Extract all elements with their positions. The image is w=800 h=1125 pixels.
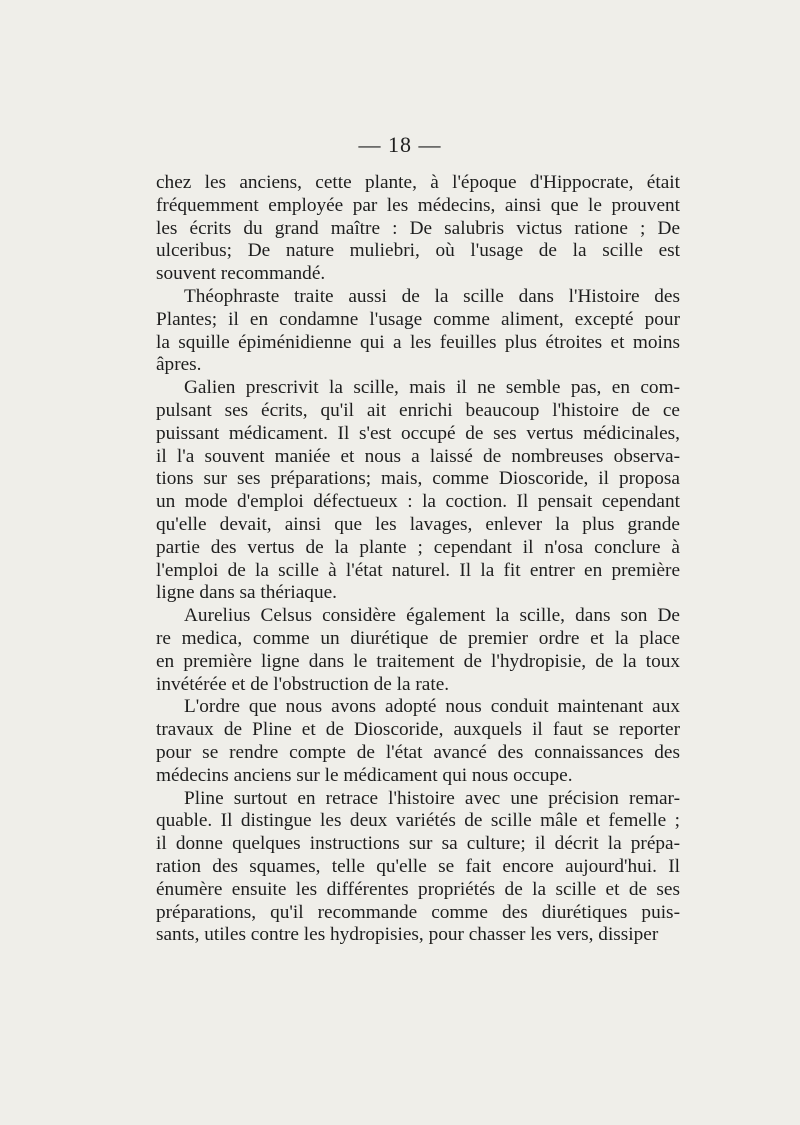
text-line: ration des squames, telle qu'elle se fait encore aujourd'hui. Il [156, 855, 680, 877]
page-number: — 18 — [358, 132, 442, 157]
text-line: médecins anciens sur le médicament qui nous occupe. [156, 764, 573, 786]
text-line: Galien prescrivit la scille, mais il ne semble pas, en com- [184, 377, 680, 399]
text-line: âpres. [156, 354, 202, 376]
text-line: re medica, comme un diurétique de premier ordre et la place [156, 627, 680, 649]
text-line: énumère ensuite les différentes propriétés de la scille et de ses [156, 878, 680, 900]
text-line: ulceribus; De nature muliebri, où l'usage de la scille est [156, 240, 680, 262]
text-line: un mode d'emploi défectueux : la coction. Il pensait cependant [156, 491, 680, 513]
text-line: Plantes; il en condamne l'usage comme aliment, excepté pour [156, 308, 680, 330]
text-line: qu'elle devait, ainsi que les lavages, enlever la plus grande [156, 513, 680, 535]
paragraph-p3 [156, 377, 680, 605]
text-line: invétérée et de l'obstruction de la rate. [156, 673, 450, 695]
text-line: puissant médicament. Il s'est occupé de ses vertus médicinales, [156, 422, 680, 444]
text-line: la squille épiménidienne qui a les feuilles plus étroites et moins [156, 331, 680, 353]
paragraph-p5 [156, 696, 680, 787]
text-line: partie des vertus de la plante ; cependant il n'osa conclure à [156, 536, 680, 558]
text-line: ligne dans sa thériaque. [156, 582, 337, 604]
paragraph-p1 [156, 172, 680, 286]
text-line: il l'a souvent maniée et nous a laissé de nombreuses observa- [156, 445, 680, 467]
paragraph-p2 [156, 286, 680, 377]
text-line: en première ligne dans le traitement de l'hydropisie, de la toux [156, 650, 680, 672]
paragraph-p6 [156, 788, 680, 948]
text-line: Théophraste traite aussi de la scille dans l'Histoire des [184, 285, 680, 307]
text-line: il donne quelques instructions sur sa culture; il décrit la prépa- [156, 833, 680, 855]
text-line: Aurelius Celsus considère également la scille, dans son De [184, 605, 680, 627]
body-text [156, 172, 680, 947]
text-line: quable. Il distingue les deux variétés de scille mâle et femelle ; [156, 810, 680, 832]
text-line: travaux de Pline et de Dioscoride, auxquels il faut se reporter [156, 719, 680, 741]
text-line: Pline surtout en retrace l'histoire avec une précision remar- [184, 787, 680, 809]
text-line: fréquemment employée par les médecins, ainsi que le prouvent [156, 194, 680, 216]
text-line: les écrits du grand maître : De salubris victus ratione ; De [156, 217, 680, 239]
text-line: préparations, qu'il recommande comme des diurétiques puis- [156, 901, 680, 923]
text-line: pulsant ses écrits, qu'il ait enrichi beaucoup l'histoire de ce [156, 399, 680, 421]
text-line: souvent recommandé. [156, 263, 326, 285]
text-line: pour se rendre compte de l'état avancé des connaissances des [156, 741, 680, 763]
text-line: chez les anciens, cette plante, à l'époque d'Hippocrate, était [156, 172, 680, 193]
text-line: L'ordre que nous avons adopté nous conduit maintenant aux [184, 696, 680, 718]
text-line: sants, utiles contre les hydropisies, pour chasser les vers, dissiper [156, 924, 659, 946]
text-line: l'emploi de la scille à l'état naturel. Il la fit entrer en première [156, 559, 680, 581]
text-line: tions sur ses préparations; mais, comme Dioscoride, il proposa [156, 468, 680, 490]
paragraph-p4 [156, 605, 680, 696]
